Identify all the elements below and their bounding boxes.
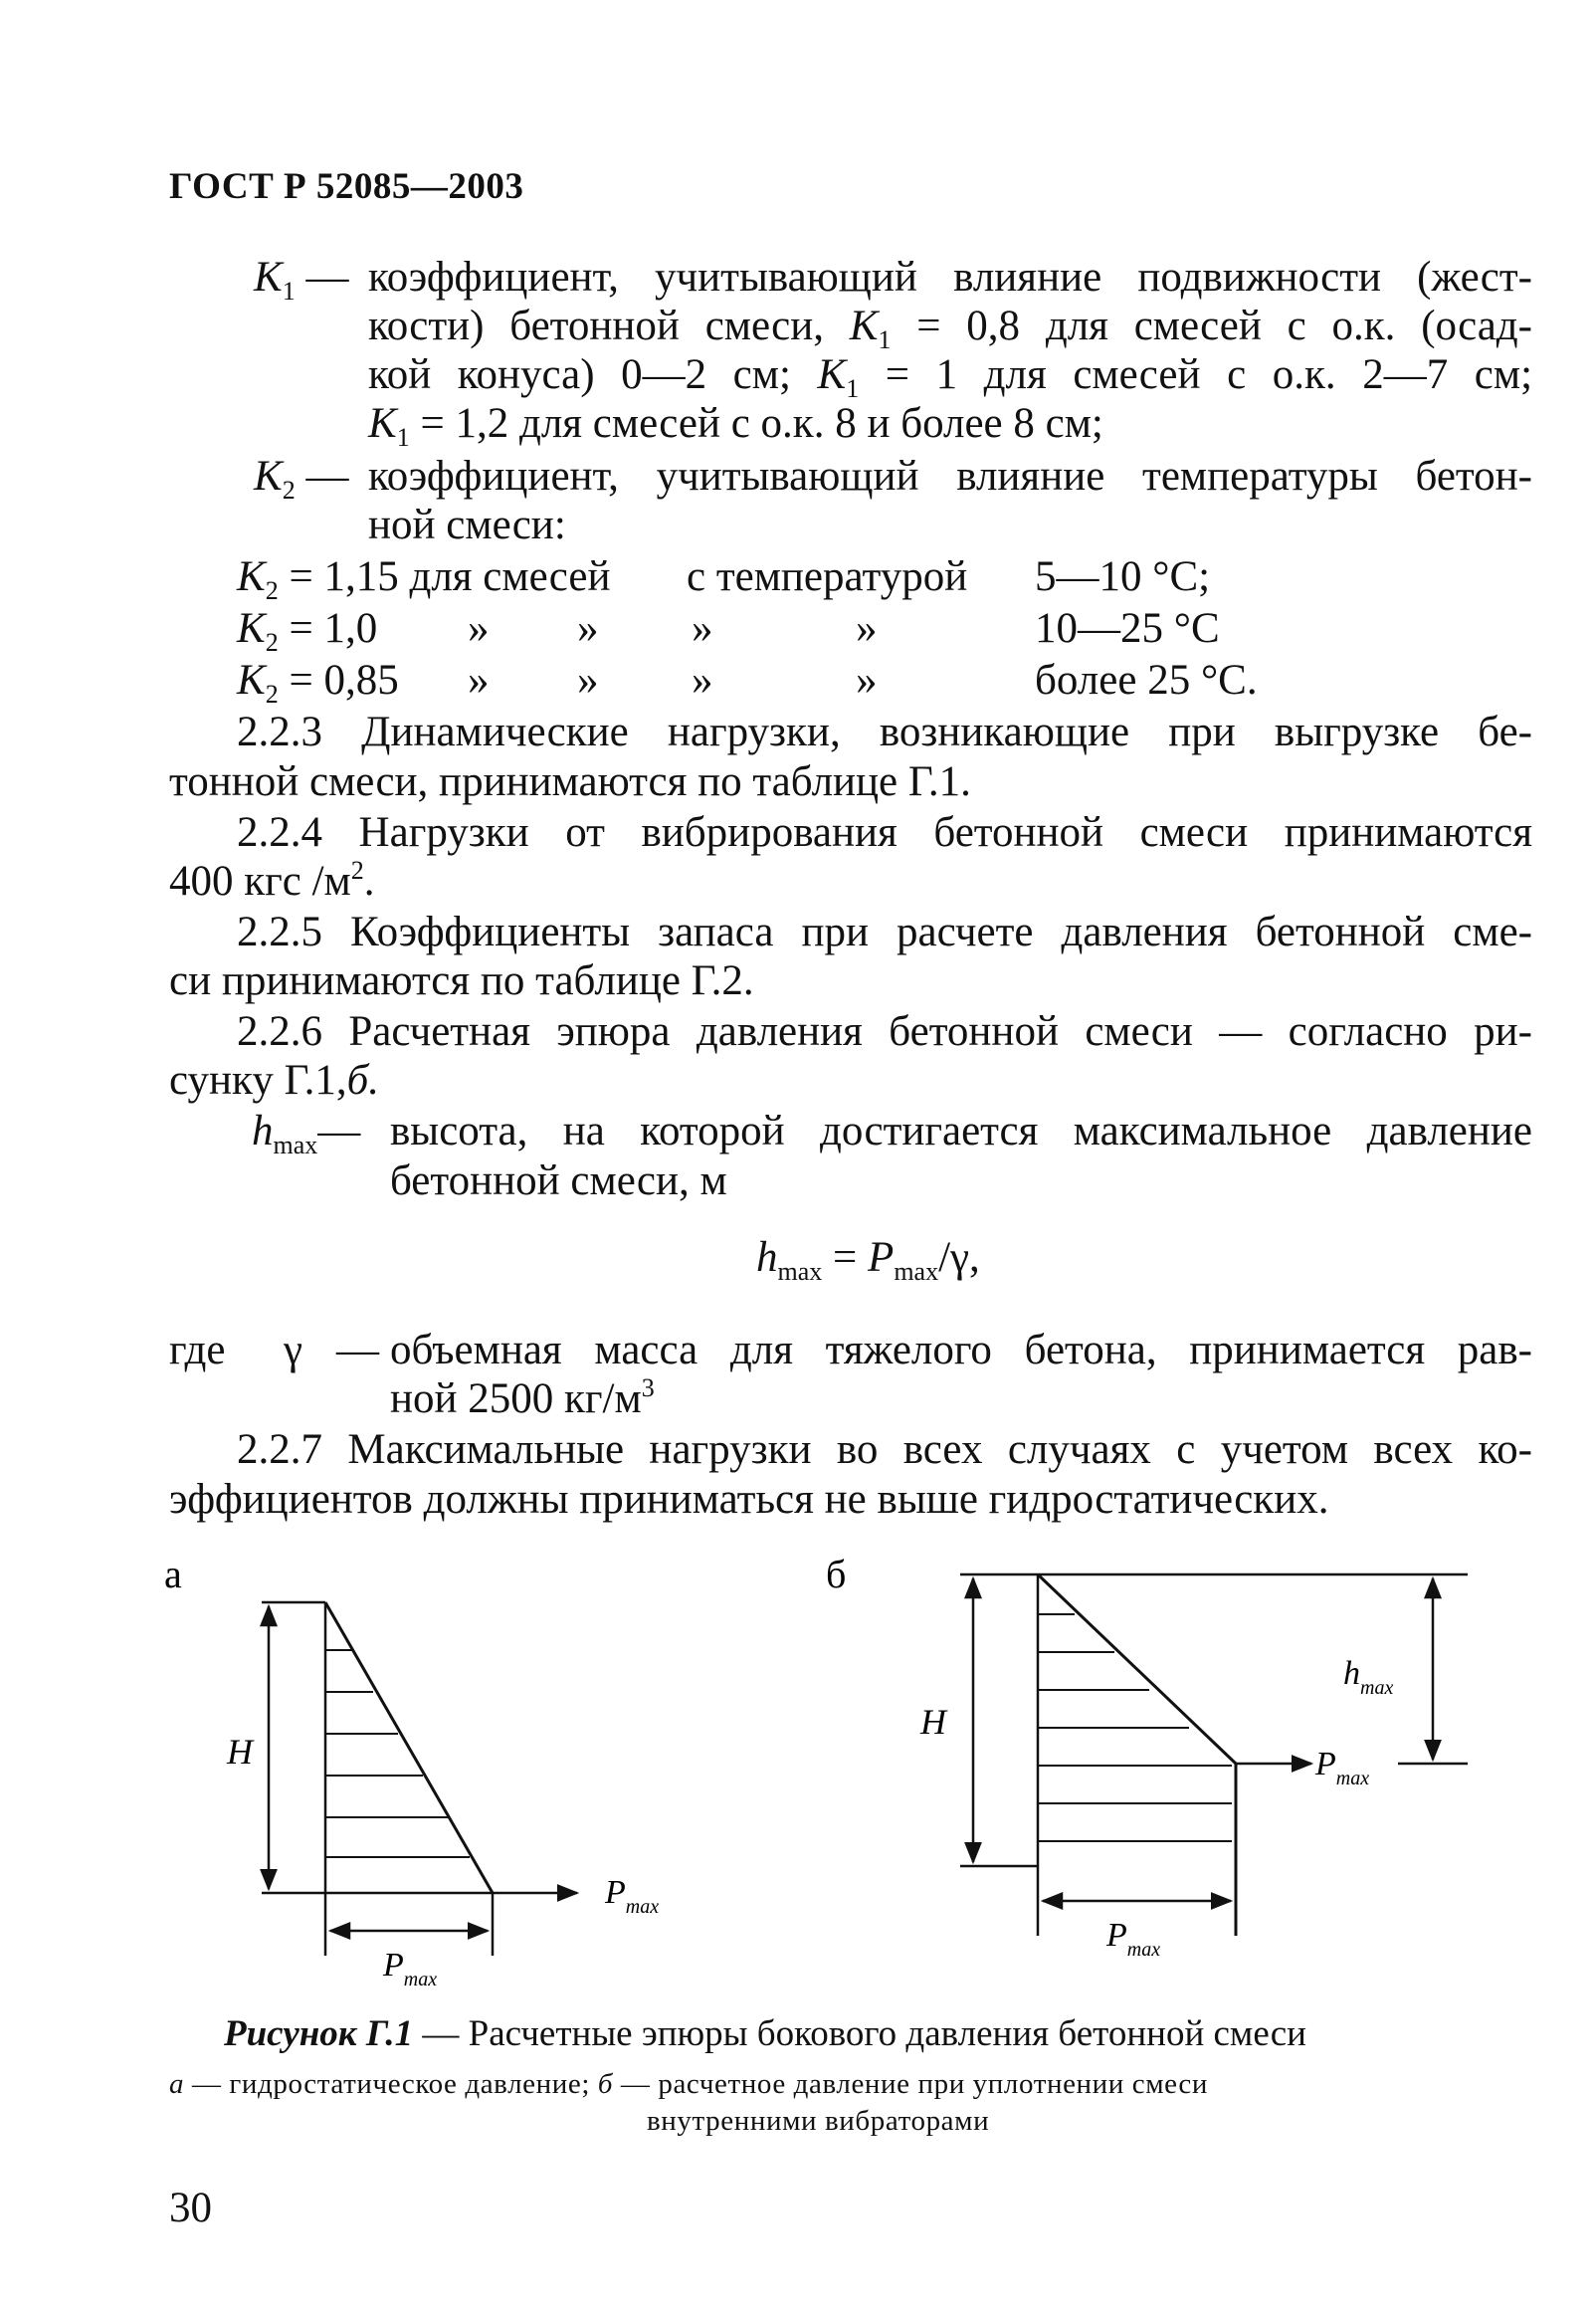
diagram-a-hatching (325, 1650, 470, 1857)
diagram-b-hmax-label: $h_{max}$ (1343, 1655, 1394, 1699)
diagram-a-h-label: H (227, 1732, 253, 1772)
figure-note-line-1: а — гидростатическое давление; б — расчетное давление при уплотнении смеси (169, 2068, 1208, 2100)
para-2-2-4-line-2: 400 кгс $/м^2$. (169, 856, 375, 905)
page-number: 30 (169, 2185, 212, 2231)
para-2-2-3-line-1: 2.2.3 Динамические нагрузки, возникающие при выгрузке бе- (237, 709, 1532, 755)
temp-row-2-c2: » (577, 605, 599, 652)
diagram-b-pressure-slope (1038, 1574, 1236, 1764)
figure-label-b: б (826, 1552, 847, 1596)
hmax-def-line-1: высота, на которой достигается максимальное давление (390, 1108, 1532, 1154)
diagram-a-pressure-slope (325, 1602, 493, 1893)
diagram-a (262, 1602, 577, 1956)
para-2-2-3-line-2: тонной смеси, принимаются по таблице Г.1. (169, 758, 971, 805)
diagram-b (960, 1574, 1468, 1936)
para-2-2-6-line-1: 2.2.6 Расчетная эпюра давления бетонной смеси — согласно ри- (237, 1008, 1532, 1055)
k2-symbol: $K_2$ — (254, 453, 349, 505)
diagram-b-hatching (1038, 1614, 1232, 1841)
para-2-2-5-line-2: си принимаются по таблице Г.2. (169, 957, 754, 1004)
k1-line-3: кой конуса) 0—2 см; $K_1 = 1$ для смесей с о.к. 2—7 см; (368, 351, 1533, 403)
k1-line-2: кости) бетонной смеси, $K_1 = 0,8$ для смесей с о.к. (осад- (368, 303, 1532, 354)
temp-row-3-c2: » (577, 657, 599, 704)
k1-line-4: $K_1 = 1,2$ для смесей с о.к. 8 и более 8 см; (368, 400, 1103, 452)
figure-caption: Рисунок Г.1 — Расчетные эпюры бокового давления бетонной смеси (224, 2013, 1306, 2054)
hmax-formula: $h_{max} = P_{max}/\gamma$, (756, 1234, 980, 1286)
gamma-where: где (169, 1327, 226, 1373)
gamma-def-line-1: объемная масса для тяжелого бетона, принимается рав- (390, 1327, 1532, 1373)
temp-row-3-eq: $K_2 = 0,85$ (237, 657, 399, 709)
temp-row-3-range: более 25 °С. (1035, 657, 1258, 704)
temp-row-3-c3: » (692, 657, 713, 704)
temp-row-1-c1: с температурой (687, 553, 968, 600)
para-2-2-6-line-2: сунку Г.1,б. (169, 1057, 379, 1104)
gamma-dash: — (336, 1327, 379, 1373)
hmax-def-line-2: бетонной смеси, м (390, 1157, 727, 1204)
diagram-b-pmax-dim-label: $P_{max}$ (1106, 1917, 1161, 1961)
gamma-symbol: γ (284, 1327, 303, 1373)
para-2-2-4-line-1: 2.2.4 Нагрузки от вибрирования бетонной смеси принимаются (237, 809, 1532, 856)
temp-row-3-c4: » (856, 657, 878, 704)
hmax-symbol: $h_{max}—$ (252, 1108, 361, 1159)
k2-line-2: ной смеси: (368, 502, 566, 548)
diagram-a-pmax-dim-label: $P_{max}$ (383, 1947, 438, 1990)
figure-note-line-2: внутренними вибраторами (647, 2105, 990, 2137)
temp-row-2-c1: » (468, 605, 490, 652)
temp-row-2-eq: $K_2 = 1,0$ (237, 605, 378, 657)
temp-row-2-c4: » (856, 605, 878, 652)
k1-symbol: $K_1$ — (254, 254, 349, 306)
temp-row-1-eq: $K_2 = 1,15$ для смесей (237, 553, 611, 605)
k2-line-1: коэффициент, учитывающий влияние температуры бетон- (368, 453, 1532, 500)
temp-row-2-c3: » (692, 605, 713, 652)
para-2-2-7-line-2: эффициентов должны приниматься не выше гидростатических. (169, 1476, 1329, 1523)
diagram-a-pmax-label: $P_{max}$ (605, 1874, 660, 1918)
para-2-2-7-line-1: 2.2.7 Максимальные нагрузки во всех случаях с учетом всех ко- (237, 1426, 1532, 1473)
document-header: ГОСТ Р 52085—2003 (169, 166, 524, 207)
temp-row-3-c1: » (468, 657, 490, 704)
diagram-b-h-label: H (920, 1702, 946, 1742)
temp-row-2-range: 10—25 °С (1035, 605, 1220, 652)
temp-row-1-range: 5—10 °С; (1035, 553, 1211, 600)
k1-line-1: коэффициент, учитывающий влияние подвижности (жест- (368, 254, 1532, 301)
para-2-2-5-line-1: 2.2.5 Коэффициенты запаса при расчете давления бетонной сме- (237, 909, 1532, 955)
figure-label-a: а (164, 1552, 182, 1596)
gamma-def-line-2: ной 2500 $кг/м^3$ (390, 1373, 655, 1422)
diagram-b-pmax-label: $P_{max}$ (1315, 1746, 1370, 1789)
